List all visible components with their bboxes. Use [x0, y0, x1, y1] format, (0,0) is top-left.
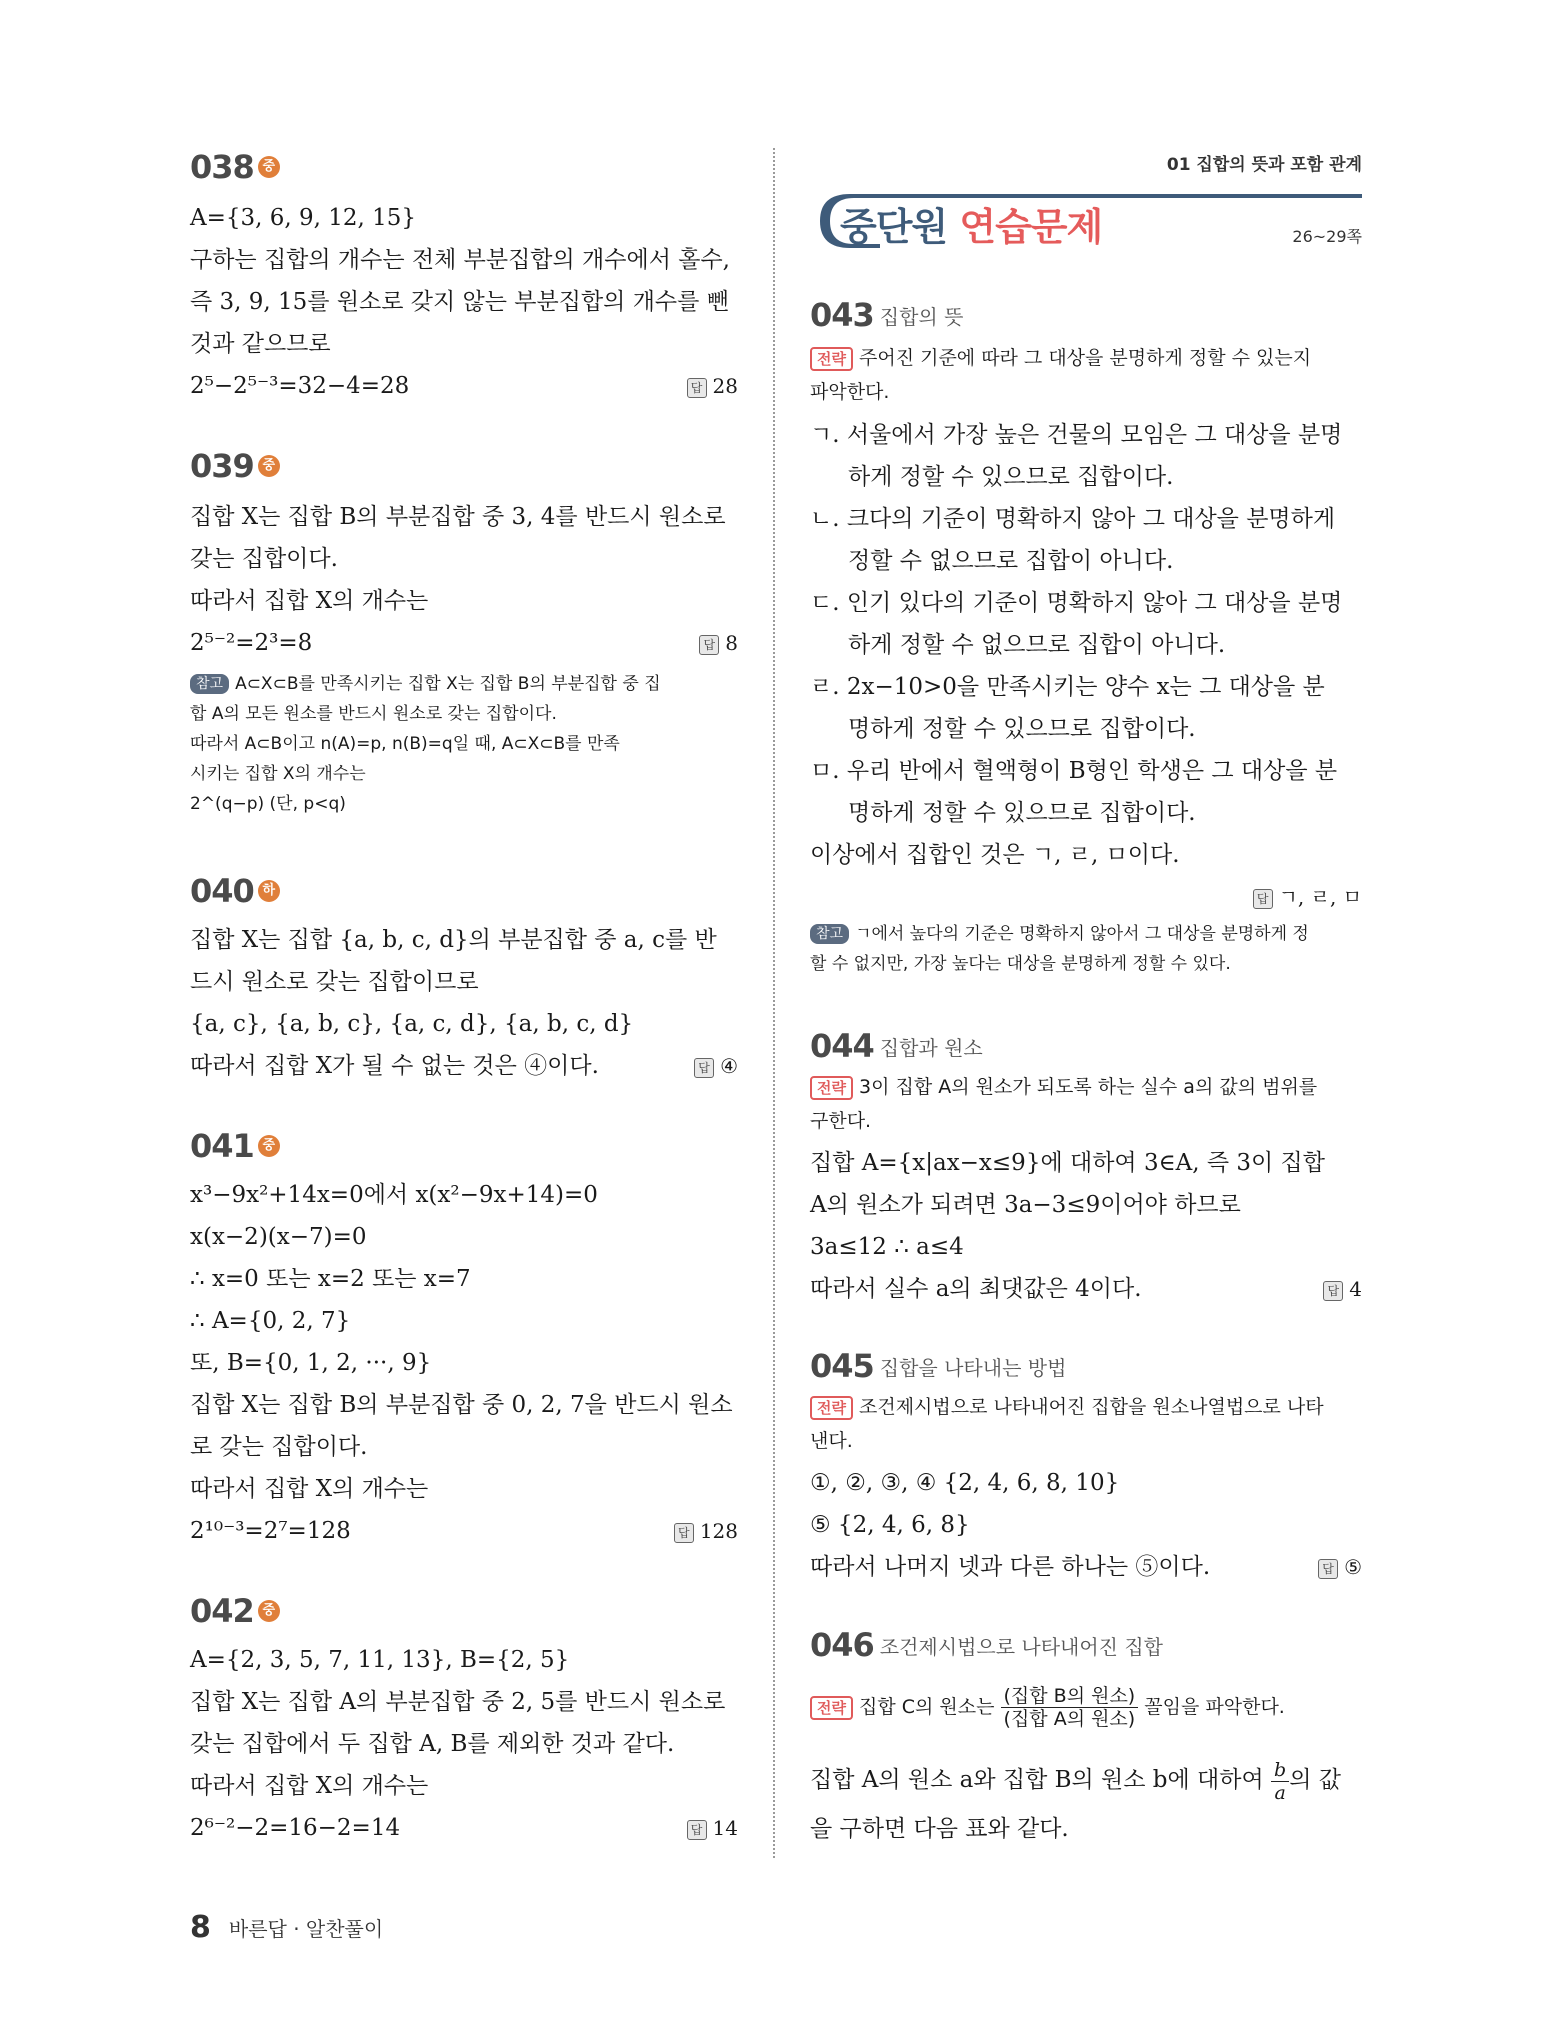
solution-line: ⑤ {2, 4, 6, 8}: [810, 1512, 970, 1538]
solution-line: ㄴ. 크다의 기준이 명확하지 않아 그 대상을 분명하게: [810, 506, 1336, 532]
solution-line: [810, 1755, 1341, 1805]
note-line: 할 수 없지만, 가장 높다는 대상을 분명하게 정할 수 있다.: [810, 954, 1231, 974]
solution-line: 것과 같으므로: [190, 331, 331, 357]
solution-line: {a, c}, {a, b, c}, {a, c, d}, {a, b, c, d}: [190, 1011, 634, 1037]
answer-tag-icon: 답: [1318, 1559, 1338, 1579]
answer-tag-icon: 답: [1323, 1281, 1343, 1301]
section-banner: [810, 188, 1362, 254]
solution-line: 3a≤12 ∴ a≤4: [810, 1234, 964, 1260]
strategy-line: [810, 1682, 1285, 1732]
strategy-text: 주어진 기준에 따라 그 대상을 분명하게 정할 수 있는지: [858, 347, 1312, 369]
fraction-denominator: a: [1274, 1781, 1286, 1804]
problem-number: 044: [810, 1027, 874, 1065]
level-badge: 중: [258, 1135, 280, 1157]
solution-line: ㄱ. 서울에서 가장 높은 건물의 모임은 그 대상을 분명: [810, 422, 1343, 448]
solution-line: 갖는 집합이다.: [190, 546, 338, 572]
solution-text: 의 값: [1289, 1767, 1341, 1793]
problem-043-header: [810, 296, 963, 334]
answer-tag-icon: 답: [694, 1058, 714, 1078]
solution-line: ㄷ. 인기 있다의 기준이 명확하지 않아 그 대상을 분명: [810, 590, 1343, 616]
solution-line: 집합 A={x|ax−x≤9}에 대하여 3∈A, 즉 3이 집합: [810, 1150, 1325, 1176]
answer-tag-icon: 답: [699, 635, 719, 655]
solution-line: ㅁ. 우리 반에서 혈액형이 B형인 학생은 그 대상을 분: [810, 758, 1338, 784]
note-line: [190, 670, 661, 698]
solution-line: ①, ②, ③, ④ {2, 4, 6, 8, 10}: [810, 1470, 1120, 1496]
problem-number: 040: [190, 872, 254, 910]
problem-number: 039: [190, 447, 254, 485]
answer: [687, 371, 738, 401]
answer-value: 14: [712, 1816, 738, 1840]
answer: [1253, 882, 1362, 912]
problem-number: 038: [190, 148, 254, 186]
answer: [694, 1051, 738, 1081]
fraction: [1271, 1759, 1289, 1804]
fraction: [1001, 1685, 1139, 1730]
answer-value: ⑤: [1344, 1555, 1362, 1579]
answer-value: 8: [725, 631, 738, 655]
page-range: 26~29쪽: [1292, 227, 1362, 246]
solution-line: 2⁵⁻²=2³=8: [190, 630, 313, 656]
solution-line: 즉 3, 9, 15를 원소로 갖지 않는 부분집합의 개수를 뺀: [190, 289, 729, 315]
banner-title: [840, 196, 1102, 251]
note-label: 참고: [810, 924, 849, 944]
answer-tag-icon: 답: [674, 1523, 694, 1543]
solution-line: 집합 X는 집합 B의 부분집합 중 0, 2, 7을 반드시 원소: [190, 1392, 733, 1418]
problem-number: 042: [190, 1592, 254, 1630]
problem-045-header: [810, 1347, 1066, 1385]
problem-number: 045: [810, 1347, 874, 1385]
problem-title: 조건제시법으로 나타내어진 집합: [879, 1634, 1163, 1659]
strategy-line: 파악한다.: [810, 381, 890, 403]
solution-line: x³−9x²+14x=0에서 x(x²−9x+14)=0: [190, 1182, 598, 1208]
problem-number: 046: [810, 1626, 874, 1664]
solution-line: ∴ x=0 또는 x=2 또는 x=7: [190, 1266, 471, 1292]
note-text: ㄱ에서 높다의 기준은 명확하지 않아서 그 대상을 분명하게 정: [855, 924, 1309, 944]
solution-line: 명하게 정할 수 있으므로 집합이다.: [848, 716, 1196, 742]
solution-line: 또, B={0, 1, 2, ···, 9}: [190, 1350, 432, 1376]
solution-line: x(x−2)(x−7)=0: [190, 1224, 367, 1250]
section-title: 01 집합의 뜻과 포함 관계: [1166, 155, 1362, 175]
answer: [1318, 1552, 1362, 1582]
strategy-line: [810, 343, 1311, 373]
strategy-line: 구한다.: [810, 1110, 872, 1132]
answer-value: ㄱ, ㄹ, ㅁ: [1278, 885, 1362, 909]
problem-number: 041: [190, 1127, 254, 1165]
solution-line: 정할 수 없으므로 집합이 아니다.: [848, 548, 1174, 574]
answer: [687, 1813, 738, 1843]
problem-title: 집합의 뜻: [879, 304, 964, 329]
level-badge: 하: [258, 880, 280, 902]
note-text: A⊂X⊂B를 만족시키는 집합 X는 집합 B의 부분집합 중 집: [235, 674, 661, 694]
problem-041-header: [190, 1127, 280, 1165]
solution-line: 2¹⁰⁻³=2⁷=128: [190, 1518, 351, 1544]
answer: [674, 1516, 738, 1546]
banner-part1: 중단원: [840, 205, 948, 249]
note-label: 참고: [190, 674, 229, 694]
solution-line: 따라서 나머지 넷과 다른 하나는 ⑤이다.: [810, 1554, 1211, 1580]
problem-040-header: [190, 872, 280, 910]
strategy-text: 조건제시법으로 나타내어진 집합을 원소나열법으로 나타: [858, 1396, 1324, 1418]
solution-line: 이상에서 집합인 것은 ㄱ, ㄹ, ㅁ이다.: [810, 842, 1180, 868]
problem-title: 집합과 원소: [879, 1035, 983, 1060]
level-badge: 중: [258, 1600, 280, 1622]
solution-line: 2⁵−2⁵⁻³=32−4=28: [190, 373, 410, 399]
solution-text: 집합 A의 원소 a와 집합 B의 원소 b에 대하여: [810, 1767, 1264, 1793]
solution-line: 하게 정할 수 있으므로 집합이다.: [848, 464, 1174, 490]
page-number: 8: [190, 1910, 211, 1945]
strategy-line: [810, 1072, 1317, 1102]
answer-value: ④: [720, 1054, 738, 1078]
strategy-label: 전략: [810, 347, 853, 371]
page-footer: [190, 1910, 383, 1945]
answer-value: 28: [712, 374, 738, 398]
solution-line: 따라서 집합 X가 될 수 없는 것은 ④이다.: [190, 1053, 599, 1079]
answer: [1323, 1274, 1362, 1304]
problem-039-header: [190, 447, 280, 485]
strategy-text: 꼴임을 파악한다.: [1144, 1696, 1285, 1718]
solution-line: 따라서 집합 X의 개수는: [190, 1476, 429, 1502]
solution-line: 명하게 정할 수 있으므로 집합이다.: [848, 800, 1196, 826]
strategy-line: [810, 1392, 1324, 1422]
strategy-label: 전략: [810, 1696, 853, 1720]
answer-tag-icon: 답: [687, 1820, 707, 1840]
answer: [699, 628, 738, 658]
problem-title: 집합을 나타내는 방법: [879, 1355, 1067, 1380]
solution-line: A={3, 6, 9, 12, 15}: [190, 205, 417, 231]
strategy-line: 낸다.: [810, 1430, 853, 1452]
level-badge: 중: [258, 156, 280, 178]
note-line: 시키는 집합 X의 개수는: [190, 764, 366, 784]
problem-number: 043: [810, 296, 874, 334]
note-line: 2^(q−p) (단, p<q): [190, 794, 346, 814]
solution-line: A={2, 3, 5, 7, 11, 13}, B={2, 5}: [190, 1647, 570, 1673]
solution-line: 로 갖는 집합이다.: [190, 1434, 368, 1460]
problem-044-header: [810, 1027, 983, 1065]
strategy-label: 전략: [810, 1076, 853, 1100]
solution-line: 따라서 집합 X의 개수는: [190, 588, 429, 614]
answer-tag-icon: 답: [1253, 889, 1273, 909]
note-line: 합 A의 모든 원소를 반드시 원소로 갖는 집합이다.: [190, 704, 557, 724]
solution-line: ㄹ. 2x−10>0을 만족시키는 양수 x는 그 대상을 분: [810, 674, 1325, 700]
strategy-label: 전략: [810, 1396, 853, 1420]
solution-line: 따라서 집합 X의 개수는: [190, 1773, 429, 1799]
strategy-text: 집합 C의 원소는: [858, 1696, 995, 1718]
answer-tag-icon: 답: [687, 378, 707, 398]
note-line: 따라서 A⊂B이고 n(A)=p, n(B)=q일 때, A⊂X⊂B를 만족: [190, 734, 620, 754]
solution-line: 집합 X는 집합 A의 부분집합 중 2, 5를 반드시 원소로: [190, 1689, 726, 1715]
solution-line: 갖는 집합에서 두 집합 A, B를 제외한 것과 같다.: [190, 1731, 675, 1757]
note-line: [810, 920, 1309, 948]
solution-line: 집합 X는 집합 B의 부분집합 중 3, 4를 반드시 원소로: [190, 504, 726, 530]
solution-line: ∴ A={0, 2, 7}: [190, 1308, 351, 1334]
solution-line: 을 구하면 다음 표와 같다.: [810, 1816, 1069, 1842]
solution-line: 하게 정할 수 없으므로 집합이 아니다.: [848, 632, 1226, 658]
level-badge: 중: [258, 455, 280, 477]
banner-part2: 연습문제: [959, 205, 1103, 249]
answer-value: 128: [699, 1519, 738, 1543]
answer-value: 4: [1349, 1277, 1362, 1301]
problem-046-header: [810, 1626, 1163, 1664]
fraction-numerator: (집합 B의 원소): [1001, 1685, 1139, 1708]
solution-line: 2⁶⁻²−2=16−2=14: [190, 1815, 401, 1841]
solution-line: 집합 X는 집합 {a, b, c, d}의 부분집합 중 a, c를 반: [190, 927, 717, 953]
book-title: 바른답 · 알찬풀이: [228, 1917, 384, 1941]
solution-line: 구하는 집합의 개수는 전체 부분집합의 개수에서 홀수,: [190, 247, 730, 273]
problem-038-header: [190, 148, 280, 186]
column-divider: [773, 148, 775, 1858]
fraction-denominator: (집합 A의 원소): [1003, 1708, 1136, 1730]
solution-line: 따라서 실수 a의 최댓값은 4이다.: [810, 1276, 1142, 1302]
solution-line: A의 원소가 되려면 3a−3≤9이어야 하므로: [810, 1192, 1241, 1218]
strategy-text: 3이 집합 A의 원소가 되도록 하는 실수 a의 값의 범위를: [858, 1076, 1318, 1098]
solution-line: 드시 원소로 갖는 집합이므로: [190, 969, 479, 995]
problem-042-header: [190, 1592, 280, 1630]
fraction-numerator: b: [1271, 1759, 1289, 1782]
